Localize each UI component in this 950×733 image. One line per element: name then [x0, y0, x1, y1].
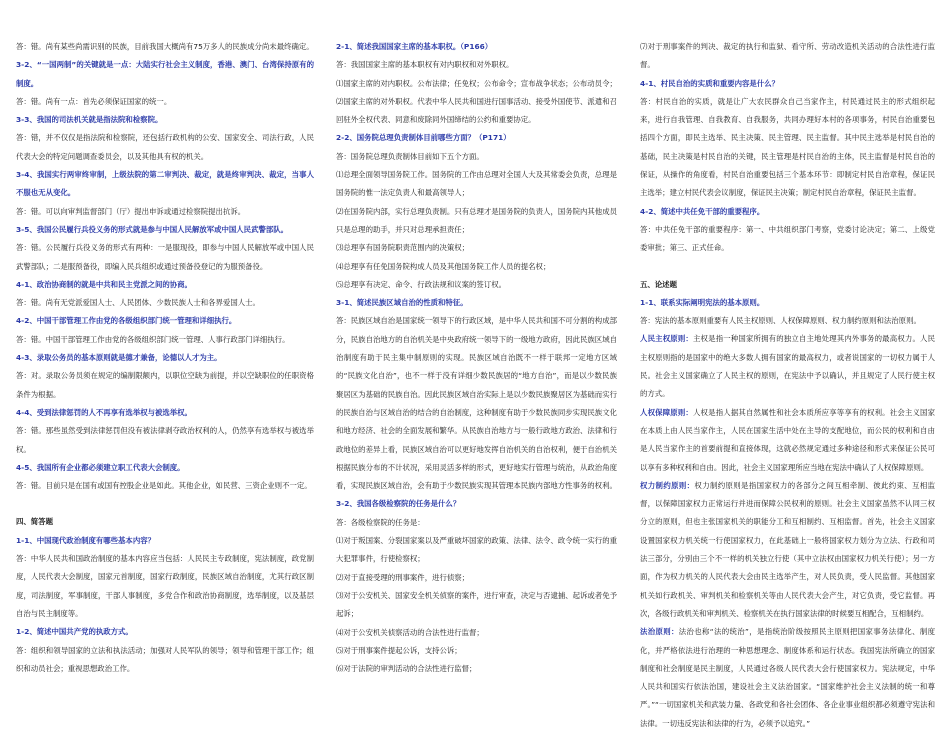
answer-paragraph: 答：组织和领导国家的立法和执法活动；加强对人民军队的领导；领导和管理干部工作；组织和动员社会；重视思想政治工作。	[16, 645, 314, 673]
question-heading: 4-2、中国干部管理工作由党的各级组织部门统一管理和详细执行。	[16, 316, 237, 326]
answer-paragraph: ⑴对于叛国案、分裂国家案以及严重破坏国家的政策、法律、法令、政令统一实行的重大犯罪事件，行使检察权；	[336, 536, 617, 564]
answer-paragraph: 答：各级检察院的任务是：	[336, 517, 425, 527]
answer-paragraph: 答：错。公民履行兵役义务的形式有两种：一是服现役，即参与中国人民解放军或中国人民武警部队；二是服预备役，即编入民兵组织或通过预备役登记的为服预备役。	[16, 243, 314, 271]
answer-paragraph: 答：中共任免干部的重要程序：第一、中共组织部门考察，党委讨论决定；第二、上级党委审批；第三、正式任命。	[640, 224, 935, 253]
principle-term: 权力制约原则：	[640, 480, 695, 490]
question-heading: 3-2、我国各级检察院的任务是什么？	[336, 499, 461, 509]
answer-paragraph: 答：宪法的基本原则重要有人民主权原则、人权保障原则、权力制约原则和法治原则。	[640, 316, 921, 326]
answer-paragraph: 答：错，并不仅仅是指法院和检察院，还包括行政机构的公安、国家安全、司法行政，人民代表大会的特定问题调查委员会，以及其他具有权的机关。	[16, 133, 314, 161]
question-heading: 3-5、我国公民履行兵役义务的形式就是参与中国人民解放军或中国人民武警部队。	[16, 224, 289, 234]
principle-text: 主权是指一种国家所拥有的独立自主地处理其内外事务的最高权力。人民主权原则指的是国家中的绝大多数人拥有国家的最高权力，或者说国家的一切权力属于人民。社会主义国家确立了人民主权的原则，在宪法中予以确认，并且规定了人民行使主权的方式。	[640, 334, 935, 399]
paragraph-gap	[640, 258, 935, 276]
answer-paragraph: 答：民族区域自治是国家统一领导下的行政区域，是中华人民共和国不可分割的构成部分，民族自治地方的自治机关是中央政府统一领导下的一级地方政府，因此民族区域自治制度有助于民主集中制原则的实现。民族区域自治既不一样于联邦一定地方区域的“民族文化自治”，也不一样于没有详细少数民族居的“地方自治”，而是以少数民族聚居区为基础的民族自治。因此民族区域自治实际上是以少数民族聚居区为基础而实行的民族自治与区域自治的结合的自治制度，这种制度有助于少数民族同步实现民族文化和地方经济、社会的全面发展和繁华。从民族自治地方与一般行政地方政治、法律和行政地位的差异上看，民族区域自治可以更好地发挥自治机关的自治权利，便于自治机关根据民族分布的不计状况，采用灵活多样的形式，更好地实行管理与统治，从政治角度看，实现民族区域自治，会有助于少数民族实现其管理本民族内部地方性事务的权利。	[336, 316, 617, 491]
answer-paragraph: 答：村民自治的实质，就是让广大农民群众自己当家作主，村民通过民主的形式组织起来，进行自我管理、自我教育、自我服务，共同办理好本村的各项事务，村民自治重要包括四个方面，即民主选举、民主决策、民主管理、民主监督。其中民主选举是村民自治的基础，民主决策是村民自治的关键，民主管理是村民自治的主体，民主监督是村民自治的保证，从操作的角度看，村民自治重要包括三个基本环节：即制定村民自治章程，保证民主选举；建立村民代表会议制度，保证民主决策；制定村民自治章程，保证民主监督。	[640, 96, 935, 198]
question-heading: 4-1、政治协商制的就是中共和民主党派之间的协商。	[16, 279, 192, 289]
text-column-right	[640, 38, 935, 728]
question-heading: 3-4、我国实行两审终审制，上级法院的第二审判决、裁定，就是终审判决、裁定，当事人不服也无从变化。	[16, 170, 314, 198]
principle-term: 人民主权原则：	[640, 334, 693, 344]
principle-term: 人权保障原则：	[640, 407, 693, 417]
question-heading: 3-1、简述民族区域自治的性质和特征。	[336, 298, 468, 308]
answer-paragraph: ⑵在国务院内部，实行总理负责制。只有总理才是国务院的负责人，国务院内其他成员只是总理的助手，并只对总理承担责任；	[336, 206, 617, 234]
question-heading: 1-1、中国现代政治制度有哪些基本内容？	[16, 535, 155, 545]
principle-text: 法治也称“法的统治”，是指统治阶级按照民主原则把国家事务法律化、制度化，并严格依法进行治理的一种思想理念、制度体系和运行状态。我国宪法所确立的国家制度和社会制度是民主制度，人民通过各级人民代表大会行使国家权力。宪法规定，中华人民共和国实行依法治国，建设社会主义法治国家。“国家维护社会主义法制的统一和尊严。”“一切国家机关和武装力量、各政党和各社会团体、各企业事业组织都必须遵守宪法和法律。一切违反宪法和法律的行为，必须予以追究。”	[640, 627, 935, 728]
answer-paragraph: 答：错。尚有一点：首先必须保证国家的统一。	[16, 96, 172, 106]
question-heading: 3-2、“一国两制”的关键就是一点：大陆实行社会主义制度，香港、澳门、台湾保持原有的制度。	[16, 60, 314, 88]
answer-paragraph: 答：对。录取公务员须在规定的编制限额内，以职位空缺为前提，并以空缺职位的任职资格条件为根据。	[16, 371, 314, 399]
answer-paragraph: ⑵对于直接受理的刑事案件，进行侦察；	[336, 572, 470, 582]
question-heading: 4-1、村民自治的实质和重要内容是什么？	[640, 78, 779, 88]
paragraph-gap	[16, 495, 314, 513]
answer-paragraph: 答：错。中国干部管理工作由党的各级组织部门统一管理、人事行政部门详细执行。	[16, 334, 290, 344]
answer-paragraph: ⑸总理享有决定、命令、行政法规和议案的签订权。	[336, 279, 506, 289]
question-heading: 4-4、受到法律惩罚的人不再享有选举权与被选举权。	[16, 407, 192, 417]
answer-paragraph: ⑵国家主席的对外职权。代表中华人民共和国进行国事活动、接受外国使节、派遣和召回驻外全权代表、同意和废除同外国缔结的公约和重要协定。	[336, 96, 617, 125]
text-column-middle	[336, 38, 617, 674]
principle-term: 法治原则：	[640, 627, 679, 637]
question-heading: 2-1、简述我国国家主席的基本职权。（P166）	[336, 42, 493, 51]
question-heading: 4-5、我国所有企业都必须建立职工代表大会制度。	[16, 462, 185, 472]
question-heading: 3-3、我国的司法机关就是指法院和检察院。	[16, 115, 163, 125]
answer-paragraph: 答：错。可以向审判监督部门（厅）提出申诉或通过检察院提出抗诉。	[16, 206, 246, 216]
answer-paragraph: ⑸对于刑事案件提起公诉，支持公诉；	[336, 645, 462, 655]
question-heading: 1-1、联系实际阐明宪法的基本原则。	[640, 297, 765, 307]
text-column-left	[16, 38, 314, 673]
answer-paragraph: ⑺对于刑事案件的判决、裁定的执行和监狱、看守所、劳动改造机关活动的合法性进行监督。	[640, 42, 935, 70]
question-heading: 2-2、国务院总理负责制体目前哪些方面？（P171）	[336, 133, 511, 143]
answer-paragraph: ⑹对于法院的审判活动的合法性进行监督；	[336, 664, 477, 674]
answer-paragraph: ⑶对于公安机关、国家安全机关侦察的案件，进行审查，决定与否逮捕、起诉或者免予起诉；	[336, 590, 617, 619]
answer-paragraph: ⑴国家主席的对内职权。公布法律；任免权；公布命令；宣布战争状态；公布动员令；	[336, 78, 617, 88]
answer-paragraph: 答：中华人民共和国政治制度的基本内容应当包括：人民民主专政制度，宪法制度，政党制度，人民代表大会制度，国家元首制度，国家行政制度，民族区域自治制度，尤其行政区制度，司法制度，军事制度，干部人事制度，多党合作和政治协商制度，选举制度，以及基层自治与民主制度等。	[16, 554, 314, 618]
answer-paragraph: ⑷对于公安机关侦察活动的合法性进行监督；	[336, 627, 484, 637]
answer-paragraph: 答：我国国家主席的基本职权有对内职权和对外职权。	[336, 60, 514, 70]
answer-paragraph: 答：错。尚有无党派爱国人士、人民团体、少数民族人士和各界爱国人士。	[16, 298, 260, 308]
section-heading: 五、论述题	[640, 279, 677, 289]
question-heading: 1-2、简述中国共产党的执政方式。	[16, 627, 133, 637]
answer-paragraph: ⑷总理享有任免国务院构成人员及其他国务院工作人员的提名权；	[336, 261, 551, 271]
answer-paragraph: 答：错。尚有某些尚需识别的民族，目前我国大概尚有75万多人的民族成分尚未最终确定。	[16, 42, 314, 51]
answer-paragraph: ⑴总理全面领导国务院工作。国务院的工作由总理对全国人大及其常委会负责，总理是国务院的惟一法定负责人和最高领导人；	[336, 170, 617, 198]
answer-paragraph: 答：错。目前只是在国有或国有控股企业是如此。其他企业，如民营、三资企业则不一定。	[16, 481, 312, 491]
principle-paragraph	[640, 623, 935, 733]
principle-text: 权力制约原则是指国家权力的各部分之间互相牵制、彼此约束、互相监督，以保障国家权力正常运行并进而保障公民权利的原则。社会主义国家虽然不认同三权分立的原则，但也主张国家机关的职能分工和互相制约、互相监督。首先，社会主义国家设置国家权力机关统一行使国家权力，在此基础上一般将国家权力划分为立法、行政和司法三部分，分别由三个不一样的机关独立行使（其中立法权由国家权力机关行使）；另一方面，作为权力机关的人民代表大会由民主选举产生，对人民负责，受人民监督。其他国家机关如行政机关、审判机关和检察机关等由人民代表大会产生，对它负责，受它监督。再次，各级行政机关和审判机关、检察机关在执行国家法律的时候要互相配合，互相制约。	[640, 480, 935, 618]
principle-paragraph	[640, 404, 935, 477]
question-heading: 4-2、简述中共任免干部的重要程序。	[640, 206, 765, 216]
answer-paragraph: 答：错。那些虽然受到法律惩罚但没有被法律剥夺政治权利的人，仍然享有选举权与被选举权。	[16, 426, 314, 454]
principle-paragraph	[640, 330, 935, 403]
principle-text: 人权是指人据其自然属性和社会本质所应享等享有的权利。社会主义国家在本质上由人民当家作主，人民在国家生活中处在主导的支配地位，而公民的权利和自由是人民当家作主的首要前提和直接体现，这就必然规定通过多种途径和形式来保证公民可以享有多种权利和自由。因此，社会主义国家理所应当地在宪法中确认了人权保障原则。	[640, 407, 935, 472]
section-heading: 四、简答题	[16, 517, 53, 527]
answer-paragraph: ⑶总理享有国务院职责范围内的决策权；	[336, 243, 470, 253]
principle-paragraph	[640, 477, 935, 623]
answer-paragraph: 答：国务院总理负责制体目前如下五个方面。	[336, 151, 484, 161]
question-heading: 4-3、录取公务员的基本原则就是德才兼备，论德以人才为主。	[16, 353, 222, 363]
